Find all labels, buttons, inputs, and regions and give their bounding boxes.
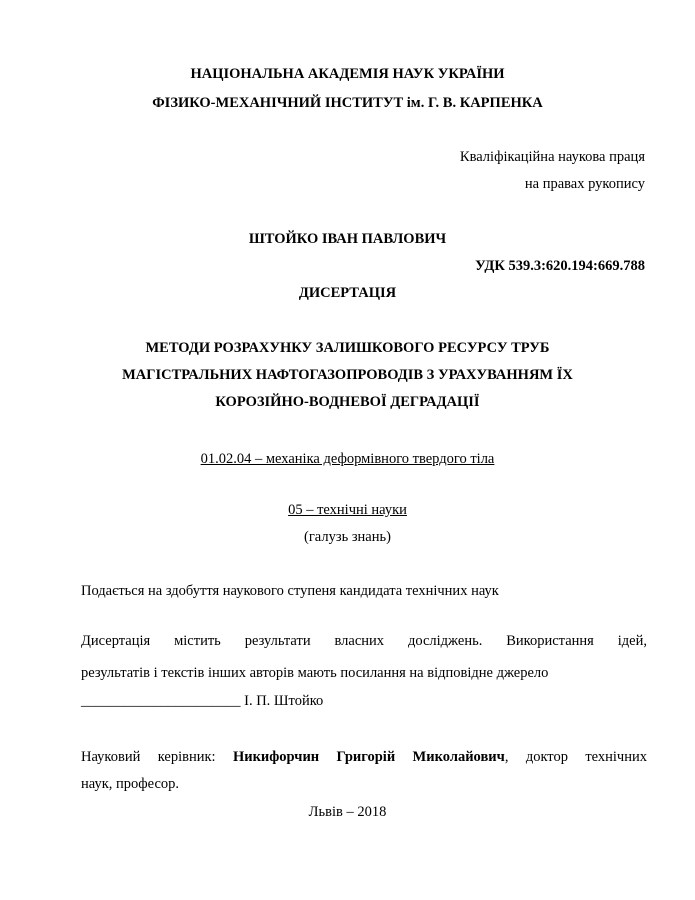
declaration-line-2: результатів і текстів інших авторів мають посилання на відповідне джерело [81,665,549,681]
field-text: 05 – технічні науки [288,502,407,518]
supervisor-degree: , доктор технічних [504,749,647,765]
thesis-title-line-1: МЕТОДИ РОЗРАХУНКУ ЗАЛИШКОВОГО РЕСУРСУ ТРУБ [145,340,550,356]
signature-line [81,694,323,709]
document-type: ДИСЕРТАЦІЯ [298,285,397,301]
institute-heading: ФІЗИКО-МЕХАНІЧНИЙ ІНСТИТУТ ім. Г. В. КАРПЕНКА [152,95,543,111]
field [0,503,695,518]
submission-statement: Подається на здобуття наукового ступеня кандидата технічних наук [81,583,499,599]
declaration-line-1: Дисертація містить результати власних досліджень. Використання ідей, [81,633,647,649]
field-note: (галузь знань) [304,529,391,545]
academy-heading: НАЦІОНАЛЬНА АКАДЕМІЯ НАУК УКРАЇНИ [190,66,505,82]
qualification-status: Кваліфікаційна наукова праця [459,149,645,165]
udk-code: УДК 539.3:620.194:669.788 [475,258,645,274]
manuscript-status: на правах рукопису [524,176,645,192]
author-name: ШТОЙКО ІВАН ПАВЛОВИЧ [248,231,447,247]
signature-name: І. П. Штойко [244,693,324,709]
specialty [0,452,695,467]
signature-blank: ______________________ [81,693,241,709]
supervisor-line-1 [81,750,647,765]
thesis-title-line-2: МАГІСТРАЛЬНИХ НАФТОГАЗОПРОВОДІВ З УРАХУВАННЯМ ЇХ [122,367,573,383]
supervisor-name: Никифорчин Григорій Миколайович [232,749,505,765]
supervisor-line-2: наук, професор. [81,776,180,792]
supervisor-label: Науковий керівник: [81,749,216,765]
specialty-text: 01.02.04 – механіка деформівного твердого тіла [200,451,495,467]
thesis-title-line-3: КОРОЗІЙНО-ВОДНЕВОЇ ДЕГРАДАЦІЇ [215,394,480,410]
place-year: Львів – 2018 [308,804,387,820]
